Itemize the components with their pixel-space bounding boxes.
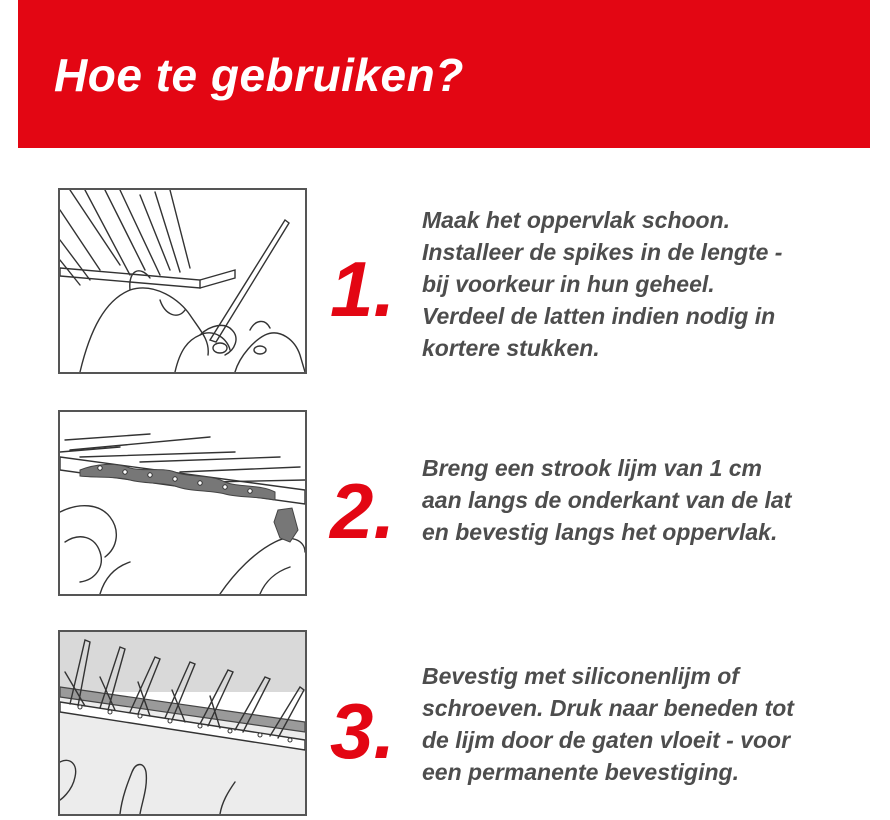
step-1-instructions [422,204,862,364]
step-number-value: 3 [330,687,374,775]
step-number-dot: . [373,467,396,555]
instruction-line: Installeer de spikes in de lengte - [422,239,783,265]
instruction-line: bij voorkeur in hun geheel. [422,271,715,297]
hands-installing-spikes-illustration [58,188,307,374]
step-number-dot: . [373,245,396,333]
step-number-2 [330,467,396,555]
instruction-line: en bevestig langs het oppervlak. [422,519,778,545]
step-1 [0,188,890,378]
instruction-line: Breng een strook lijm van 1 cm [422,455,763,481]
glue-strip-application-illustration [58,410,307,596]
step-number-value: 2 [330,467,374,555]
header-banner [18,0,870,148]
instruction-line: schroeven. Druk naar beneden tot [422,695,794,721]
step-number-1 [330,245,396,333]
fixing-spikes-with-screws-illustration [58,630,307,816]
instruction-line: Maak het oppervlak schoon. [422,207,731,233]
instruction-line: een permanente bevestiging. [422,759,739,785]
instruction-line: Verdeel de latten indien nodig in [422,303,776,329]
instruction-line: kortere stukken. [422,335,600,361]
step-number-value: 1 [330,245,374,333]
instruction-line: de lijm door de gaten vloeit - voor [422,727,791,753]
step-2-instructions [422,452,862,548]
instruction-line: aan langs de onderkant van de lat [422,487,792,513]
step-number-dot: . [373,687,396,775]
step-3 [0,630,890,820]
step-3-instructions [422,660,862,788]
step-2 [0,410,890,600]
instruction-line: Bevestig met siliconenlijm of [422,663,739,689]
page-title: Hoe te gebruiken? [54,49,464,101]
step-number-3 [330,687,396,775]
